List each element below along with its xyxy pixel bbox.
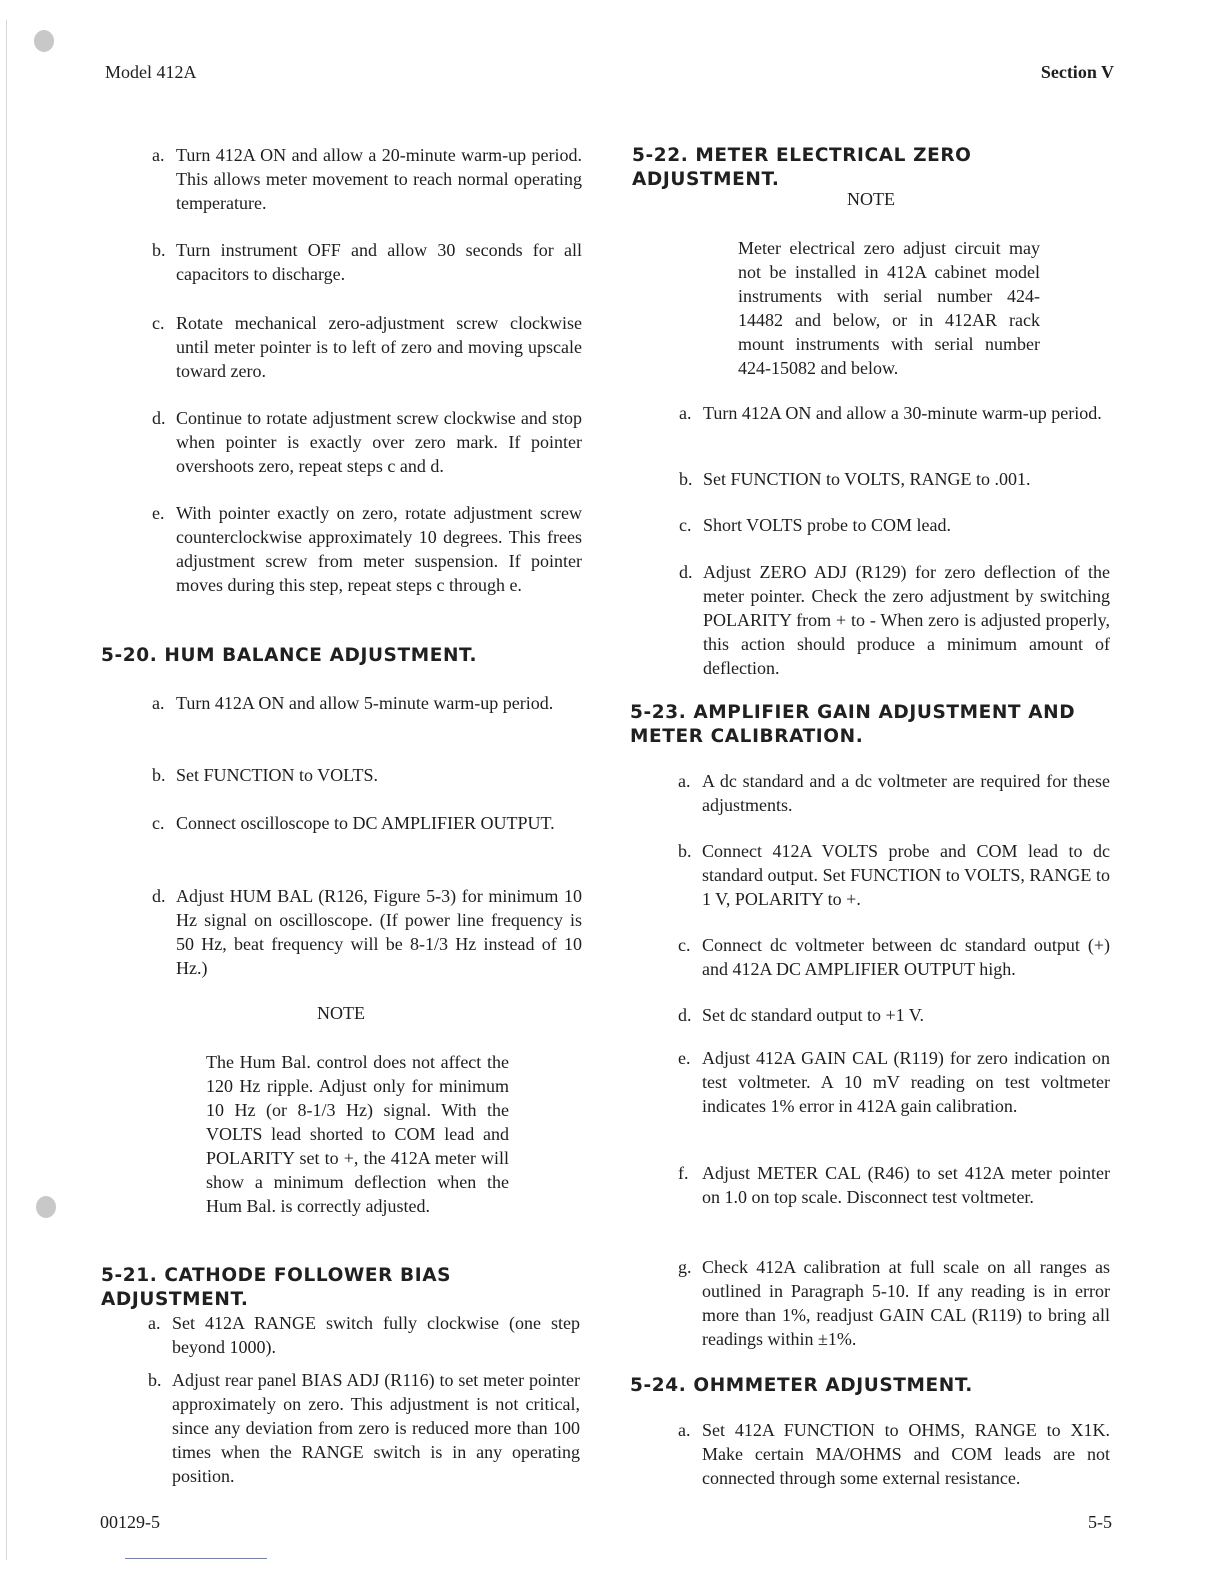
step-label: c.	[152, 313, 165, 333]
step-text: Continue to rotate adjustment screw clockwise and stop when pointer is exactly over zero mark. If pointer overshoots zero, repeat steps c and d.	[176, 408, 582, 476]
step-text: Set FUNCTION to VOLTS, RANGE to .001.	[703, 469, 1031, 489]
step-item	[678, 1255, 1110, 1351]
step-label: b.	[152, 240, 166, 260]
step-label: a.	[679, 403, 692, 423]
note-title: NOTE	[317, 1003, 365, 1023]
step-text: Rotate mechanical zero-adjustment screw clockwise until meter pointer is to left of zero and moving upscale toward zero.	[176, 313, 582, 381]
step-item	[148, 1368, 580, 1488]
step-item	[678, 1418, 1110, 1490]
step-label: a.	[678, 1420, 691, 1440]
section-heading-5-24: 5-24. OHMMETER ADJUSTMENT.	[630, 1375, 973, 1396]
step-label: e.	[678, 1048, 691, 1068]
bottom-rule	[125, 1558, 267, 1559]
step-item	[678, 839, 1110, 911]
step-label: a.	[152, 145, 165, 165]
step-label: b.	[679, 469, 693, 489]
step-text: Adjust METER CAL (R46) to set 412A meter pointer on 1.0 on top scale. Disconnect test voltmeter.	[702, 1163, 1110, 1207]
step-text: Set 412A RANGE switch fully clockwise (one step beyond 1000).	[172, 1313, 580, 1357]
step-item	[152, 143, 582, 215]
step-label: a.	[148, 1313, 161, 1333]
step-item	[678, 1003, 1110, 1027]
section-heading-5-23: 5-23. AMPLIFIER GAIN ADJUSTMENT AND METER CALIBRATION.	[630, 702, 1076, 747]
step-text: Adjust HUM BAL (R126, Figure 5-3) for minimum 10 Hz signal on oscilloscope. (If power line frequency is 50 Hz, beat frequency will be 8-1/3 Hz instead of 10 Hz.)	[176, 886, 582, 978]
step-text: Connect dc voltmeter between dc standard output (+) and 412A DC AMPLIFIER OUTPUT high.	[702, 935, 1110, 979]
step-label: d.	[679, 562, 693, 582]
step-item	[152, 691, 582, 715]
note-text: Meter electrical zero adjust circuit may not be installed in 412A cabinet model instruments with serial number 424-14482 and below, or in 412AR rack mount instruments with serial number 424-15082 and below.	[738, 238, 1040, 378]
step-label: d.	[152, 886, 166, 906]
step-item	[679, 467, 1110, 491]
step-label: g.	[678, 1257, 692, 1277]
step-text: Adjust 412A GAIN CAL (R119) for zero indication on test voltmeter. A 10 mV reading on test voltmeter indicates 1% error in 412A gain calibration.	[702, 1048, 1110, 1116]
step-text: Turn 412A ON and allow a 20-minute warm-up period. This allows meter movement to reach normal operating temperature.	[176, 145, 582, 213]
page-number: 5-5	[1088, 1512, 1112, 1532]
step-label: a.	[678, 771, 691, 791]
section-heading-5-21: 5-21. CATHODE FOLLOWER BIAS ADJUSTMENT.	[101, 1265, 452, 1310]
step-item	[152, 884, 582, 980]
step-text: With pointer exactly on zero, rotate adjustment screw counterclockwise approximately 10 degrees. This frees adjustment screw from meter suspension. If pointer moves during this step, repeat steps c through e.	[176, 503, 582, 595]
step-label: a.	[152, 693, 165, 713]
step-label: b.	[148, 1370, 162, 1390]
step-text: A dc standard and a dc voltmeter are required for these adjustments.	[702, 771, 1110, 815]
step-item	[679, 401, 1110, 425]
step-text: Turn 412A ON and allow 5-minute warm-up period.	[176, 693, 554, 713]
step-text: Adjust rear panel BIAS ADJ (R116) to set meter pointer approximately on zero. This adjustment is not critical, since any deviation from zero is reduced more than 100 times when the RANGE switch is in any operating position.	[172, 1370, 580, 1486]
step-item	[678, 933, 1110, 981]
step-item	[679, 513, 1110, 537]
step-label: c.	[679, 515, 692, 535]
step-item	[152, 763, 582, 787]
step-item	[678, 1161, 1110, 1209]
note-title: NOTE	[847, 189, 895, 209]
step-item	[679, 560, 1110, 680]
step-label: b.	[152, 765, 166, 785]
step-label: f.	[678, 1163, 689, 1183]
step-text: Turn 412A ON and allow a 30-minute warm-up period.	[703, 403, 1102, 423]
step-text: Check 412A calibration at full scale on all ranges as outlined in Paragraph 5-10. If any reading is in error more than 1%, readjust GAIN CAL (R119) to bring all readings within ±1%.	[702, 1257, 1110, 1349]
step-item	[152, 311, 582, 383]
step-label: e.	[152, 503, 165, 523]
step-item	[152, 238, 582, 286]
step-text: Turn instrument OFF and allow 30 seconds for all capacitors to discharge.	[176, 240, 582, 284]
step-text: Short VOLTS probe to COM lead.	[703, 515, 952, 535]
section-heading-5-22: 5-22. METER ELECTRICAL ZERO ADJUSTMENT.	[632, 145, 972, 190]
step-item	[678, 769, 1110, 817]
step-item	[152, 406, 582, 478]
step-label: b.	[678, 841, 692, 861]
step-text: Set 412A FUNCTION to OHMS, RANGE to X1K. Make certain MA/OHMS and COM leads are not connected through some external resistance.	[702, 1420, 1110, 1488]
note-text: The Hum Bal. control does not affect the 120 Hz ripple. Adjust only for minimum 10 Hz (or 8-1/3 Hz) signal. With the VOLTS lead shorted to COM lead and POLARITY set to +, the 412A meter will show a minimum deflection when the Hum Bal. is correctly adjusted.	[206, 1052, 509, 1216]
section-header: Section V	[1040, 62, 1114, 82]
step-item	[148, 1311, 580, 1359]
step-text: Set FUNCTION to VOLTS.	[176, 765, 379, 785]
model-header: Model 412A	[105, 62, 197, 82]
punch-hole-mark	[34, 30, 54, 52]
step-label: c.	[678, 935, 691, 955]
punch-hole-mark	[36, 1196, 56, 1218]
step-text: Connect oscilloscope to DC AMPLIFIER OUTPUT.	[176, 813, 555, 833]
step-text: Adjust ZERO ADJ (R129) for zero deflection of the meter pointer. Check the zero adjustment by switching POLARITY from + to - When zero is adjusted properly, this action should produce a minimum amount of deflection.	[703, 562, 1110, 678]
step-label: c.	[152, 813, 165, 833]
step-label: d.	[678, 1005, 692, 1025]
step-text: Connect 412A VOLTS probe and COM lead to dc standard output. Set FUNCTION to VOLTS, RANGE to 1 V, POLARITY to +.	[702, 841, 1110, 909]
step-item	[152, 501, 582, 597]
step-label: d.	[152, 408, 166, 428]
step-item	[152, 811, 582, 835]
step-text: Set dc standard output to +1 V.	[702, 1005, 924, 1025]
step-item	[678, 1046, 1110, 1118]
document-number: 00129-5	[100, 1512, 160, 1532]
page-edge-shadow	[6, 20, 7, 1560]
section-heading-5-20: 5-20. HUM BALANCE ADJUSTMENT.	[101, 645, 478, 666]
